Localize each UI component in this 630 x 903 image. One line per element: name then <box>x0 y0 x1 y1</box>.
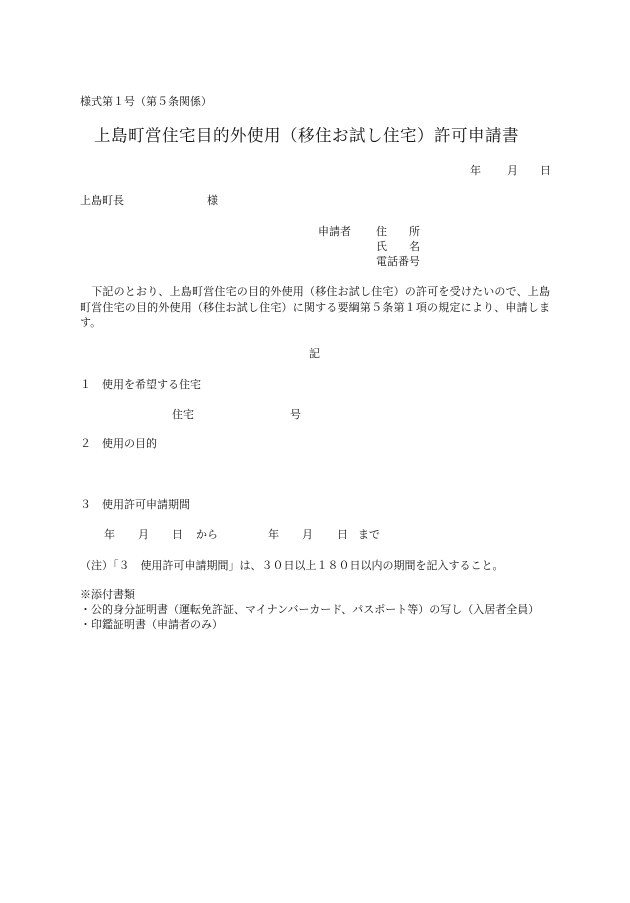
item1-house: 住宅 <box>172 408 194 421</box>
item2-number: ２ <box>80 437 91 450</box>
item1-number: １ <box>80 378 91 391</box>
item3-label: 使用許可申請期間 <box>102 498 190 511</box>
applicant-phone-label: 電話番号 <box>376 255 420 268</box>
date-day: 日 <box>540 164 551 177</box>
body-paragraph: 下記のとおり、上島町営住宅の目的外使用（移住お試し住宅）の許可を受けたいので、上島町営住宅の目的外使用（移住お試し住宅）に関する要綱第５条第１項の規定により、申請します。 <box>80 285 550 329</box>
period-to-year: 年 <box>268 528 279 541</box>
period-from: から <box>196 528 218 541</box>
attachment-item: ・印鑑証明書（申請者のみ） <box>80 618 223 631</box>
item1-number-suffix: 号 <box>290 408 301 421</box>
item1-label: 使用を希望する住宅 <box>102 378 201 391</box>
page-title: 上島町営住宅目的外使用（移住お試し住宅）許可申請書 <box>94 126 519 145</box>
applicant-label: 申請者 <box>318 225 351 238</box>
date-year: 年 <box>470 164 481 177</box>
attachment-item: ・公的身分証明書（運転免許証、マイナンバーカード、パスポート等）の写し（入居者全員） <box>80 603 540 616</box>
applicant-address-label: 住 所 <box>376 225 420 238</box>
item2-label: 使用の目的 <box>102 437 157 450</box>
period-from-month: 月 <box>138 528 149 541</box>
period-from-year: 年 <box>104 528 115 541</box>
period-to-day: 日 <box>337 528 348 541</box>
date-month: 月 <box>507 164 518 177</box>
item3-number: ３ <box>80 498 91 511</box>
note: （注）「３ 使用許可申請期間」は、３０日以上１８０日以内の期間を記入すること。 <box>80 559 504 572</box>
period-to: まで <box>358 528 380 541</box>
period-to-month: 月 <box>302 528 313 541</box>
addressee-honorific: 様 <box>207 194 218 207</box>
form-number: 様式第１号（第５条関係） <box>80 95 212 108</box>
addressee-name: 上島町長 <box>80 194 124 207</box>
applicant-name-label: 氏 名 <box>376 240 420 253</box>
attachments-heading: ※添付書類 <box>80 588 135 601</box>
period-from-day: 日 <box>172 528 183 541</box>
ki-heading: 記 <box>309 347 320 360</box>
